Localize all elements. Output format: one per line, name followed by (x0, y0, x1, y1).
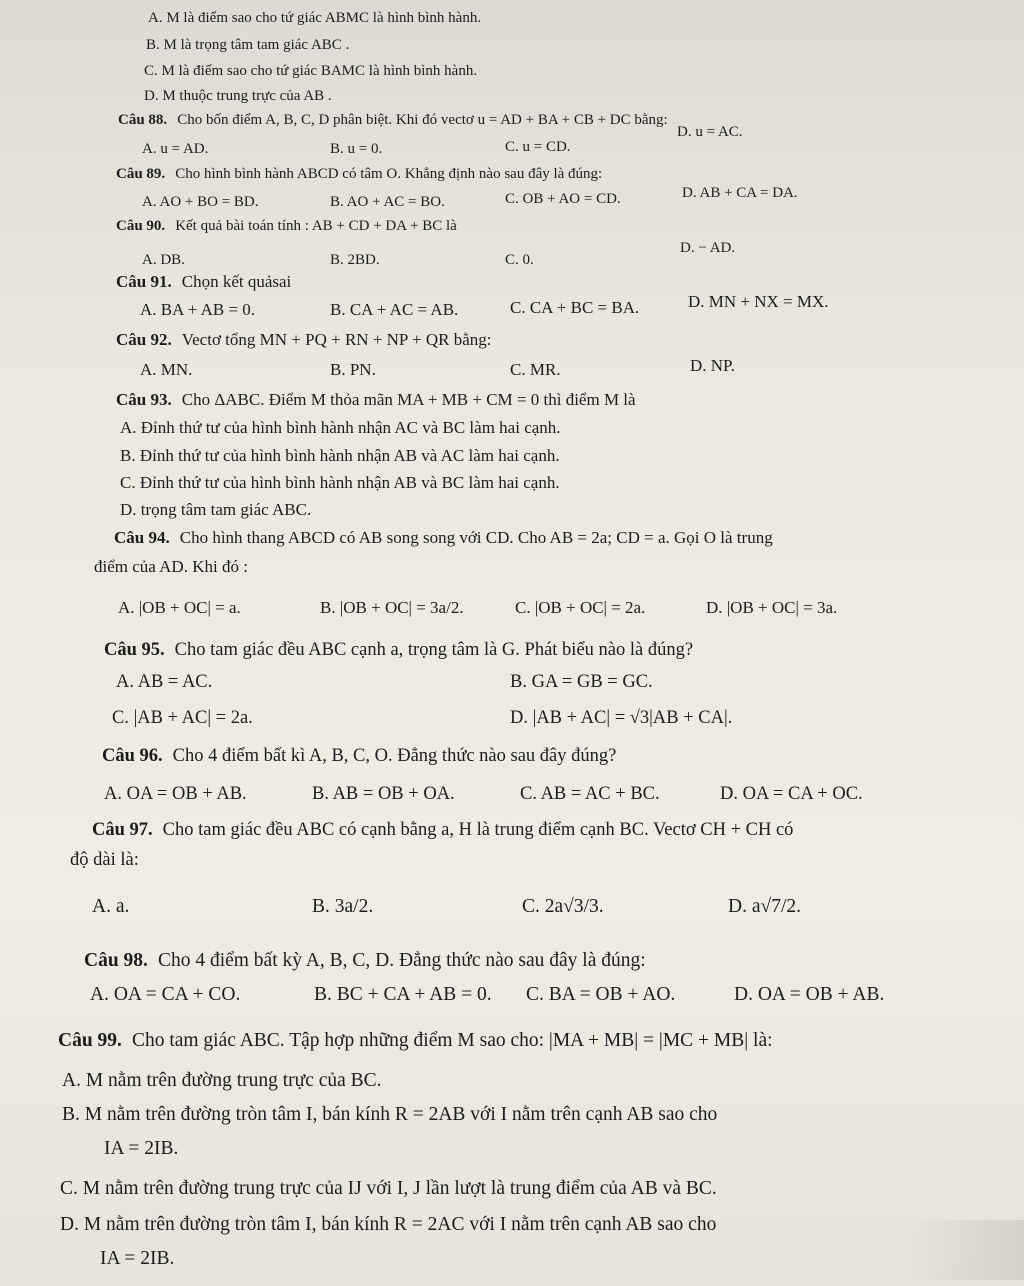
question-92-text: Vectơ tổng MN + PQ + RN + NP + QR bằng: (181, 330, 492, 349)
q95-option-b: B. GA = GB = GC. (510, 672, 653, 692)
q92-option-d: D. NP. (690, 356, 735, 375)
q97-option-d: D. a√7/2. (728, 896, 801, 917)
question-94 (114, 528, 773, 548)
prev-option-c: C. M là điểm sao cho tứ giác BAMC là hình bình hành. (144, 63, 478, 79)
q97-option-b: B. 3a/2. (312, 896, 374, 917)
question-91-label: Câu 91. (116, 272, 172, 291)
question-95-label: Câu 95. (104, 640, 165, 660)
q96-option-c: C. AB = AC + BC. (520, 784, 660, 804)
question-88 (118, 112, 668, 129)
q89-option-c: C. OB + AO = CD. (505, 191, 621, 207)
prev-option-a: A. M là điểm sao cho tứ giác ABMC là hình bình hành. (148, 10, 482, 26)
question-94-text: Cho hình thang ABCD có AB song song với CD. Cho AB = 2a; CD = a. Gọi O là trung (179, 528, 773, 547)
q89-option-d: D. AB + CA = DA. (682, 185, 798, 201)
q93-option-d: D. trọng tâm tam giác ABC. (120, 500, 312, 519)
q96-option-d: D. OA = CA + OC. (720, 784, 863, 804)
question-89-label: Câu 89. (116, 166, 166, 182)
prev-option-b: B. M là trọng tâm tam giác ABC . (146, 37, 350, 53)
q98-option-b: B. BC + CA + AB = 0. (314, 984, 492, 1005)
q98-option-c: C. BA = OB + AO. (526, 984, 676, 1005)
q90-option-c: C. 0. (505, 252, 534, 268)
q92-option-b: B. PN. (330, 360, 376, 379)
question-98-label: Câu 98. (84, 950, 148, 971)
q98-option-d: D. OA = OB + AB. (734, 984, 885, 1005)
photo-shadow (904, 1220, 1024, 1280)
q96-option-a: A. OA = OB + AB. (104, 784, 247, 804)
question-95-text: Cho tam giác đều ABC cạnh a, trọng tâm là G. Phát biểu nào là đúng? (174, 640, 694, 660)
question-89 (116, 166, 602, 183)
question-91-text: Chọn kết quảsai (181, 272, 292, 291)
question-98 (84, 950, 646, 972)
q88-option-c: C. u = CD. (505, 139, 571, 155)
q99-option-a: A. M nằm trên đường trung trực của BC. (62, 1070, 382, 1091)
q89-option-b: B. AO + AC = BO. (330, 194, 445, 210)
q92-option-a: A. MN. (140, 360, 193, 379)
question-99-label: Câu 99. (58, 1030, 122, 1051)
question-99 (58, 1030, 773, 1052)
question-97 (92, 820, 793, 841)
question-94-text-cont: điểm của AD. Khi đó : (94, 557, 248, 576)
q91-option-c: C. CA + BC = BA. (510, 298, 640, 317)
q93-option-b: B. Đỉnh thứ tư của hình bình hành nhận AB và AC làm hai cạnh. (120, 446, 560, 465)
q99-option-b: B. M nằm trên đường tròn tâm I, bán kính R = 2AB với I nằm trên cạnh AB sao cho (62, 1104, 718, 1125)
question-94-label: Câu 94. (114, 528, 170, 547)
q99-option-d-cont: IA = 2IB. (100, 1248, 175, 1269)
q97-option-c: C. 2a√3/3. (522, 896, 604, 917)
q94-option-d: D. |OB + OC| = 3a. (706, 598, 838, 617)
q95-option-d: D. |AB + AC| = √3|AB + CA|. (510, 708, 733, 728)
question-90-label: Câu 90. (116, 218, 166, 234)
question-93 (116, 390, 636, 410)
question-98-text: Cho 4 điểm bất kỳ A, B, C, D. Đẳng thức nào sau đây là đúng: (157, 950, 646, 971)
q88-option-b: B. u = 0. (330, 141, 383, 157)
question-93-label: Câu 93. (116, 390, 172, 409)
q91-option-a: A. BA + AB = 0. (140, 300, 256, 319)
q95-option-c: C. |AB + AC| = 2a. (112, 708, 253, 728)
q94-option-a: A. |OB + OC| = a. (118, 598, 241, 617)
q97-option-a: A. a. (92, 896, 130, 917)
question-96 (102, 746, 616, 767)
q94-option-c: C. |OB + OC| = 2a. (515, 598, 646, 617)
q90-option-d: D. − AD. (680, 240, 736, 256)
question-96-label: Câu 96. (102, 746, 163, 766)
question-96-text: Cho 4 điểm bất kì A, B, C, O. Đẳng thức nào sau đây đúng? (172, 746, 617, 766)
q92-option-c: C. MR. (510, 360, 561, 379)
q90-option-a: A. DB. (142, 252, 185, 268)
q90-option-b: B. 2BD. (330, 252, 380, 268)
q94-option-b: B. |OB + OC| = 3a/2. (320, 598, 464, 617)
q99-option-d: D. M nằm trên đường tròn tâm I, bán kính R = 2AC với I nằm trên cạnh AB sao cho (60, 1214, 717, 1235)
q88-option-d: D. u = AC. (677, 124, 743, 140)
question-92-label: Câu 92. (116, 330, 172, 349)
q93-option-a: A. Đỉnh thứ tư của hình bình hành nhận AC và BC làm hai cạnh. (120, 418, 561, 437)
question-88-text: Cho bốn điểm A, B, C, D phân biệt. Khi đó vectơ u = AD + BA + CB + DC bằng: (177, 112, 668, 128)
question-93-text: Cho ΔABC. Điểm M thỏa mãn MA + MB + CM = 0 thì điểm M là (181, 390, 636, 409)
question-92 (116, 330, 491, 350)
q91-option-b: B. CA + AC = AB. (330, 300, 459, 319)
question-90-text: Kết quả bài toán tính : AB + CD + DA + BC là (175, 218, 457, 234)
q91-option-d: D. MN + NX = MX. (688, 292, 829, 311)
q95-option-a: A. AB = AC. (116, 672, 213, 692)
q93-option-c: C. Đỉnh thứ tư của hình bình hành nhận AB và BC làm hai cạnh. (120, 473, 560, 492)
q98-option-a: A. OA = CA + CO. (90, 984, 241, 1005)
q99-option-b-cont: IA = 2IB. (104, 1138, 179, 1159)
question-89-text: Cho hình bình hành ABCD có tâm O. Khẳng định nào sau đây là đúng: (175, 166, 603, 182)
question-88-label: Câu 88. (118, 112, 168, 128)
q88-option-a: A. u = AD. (142, 141, 209, 157)
q99-option-c: C. M nằm trên đường trung trực của IJ với I, J lần lượt là trung điểm của AB và BC. (60, 1178, 717, 1199)
question-91 (116, 272, 291, 292)
question-97-label: Câu 97. (92, 820, 153, 840)
question-99-text: Cho tam giác ABC. Tập hợp những điểm M sao cho: |MA + MB| = |MC + MB| là: (131, 1030, 773, 1051)
question-95 (104, 640, 693, 661)
prev-option-d: D. M thuộc trung trực của AB . (144, 88, 332, 104)
question-90 (116, 218, 457, 235)
q96-option-b: B. AB = OB + OA. (312, 784, 455, 804)
q89-option-a: A. AO + BO = BD. (142, 194, 259, 210)
question-97-text: Cho tam giác đều ABC có cạnh bằng a, H là trung điểm cạnh BC. Vectơ CH + CH có (162, 820, 794, 840)
question-97-text-cont: độ dài là: (70, 850, 139, 870)
